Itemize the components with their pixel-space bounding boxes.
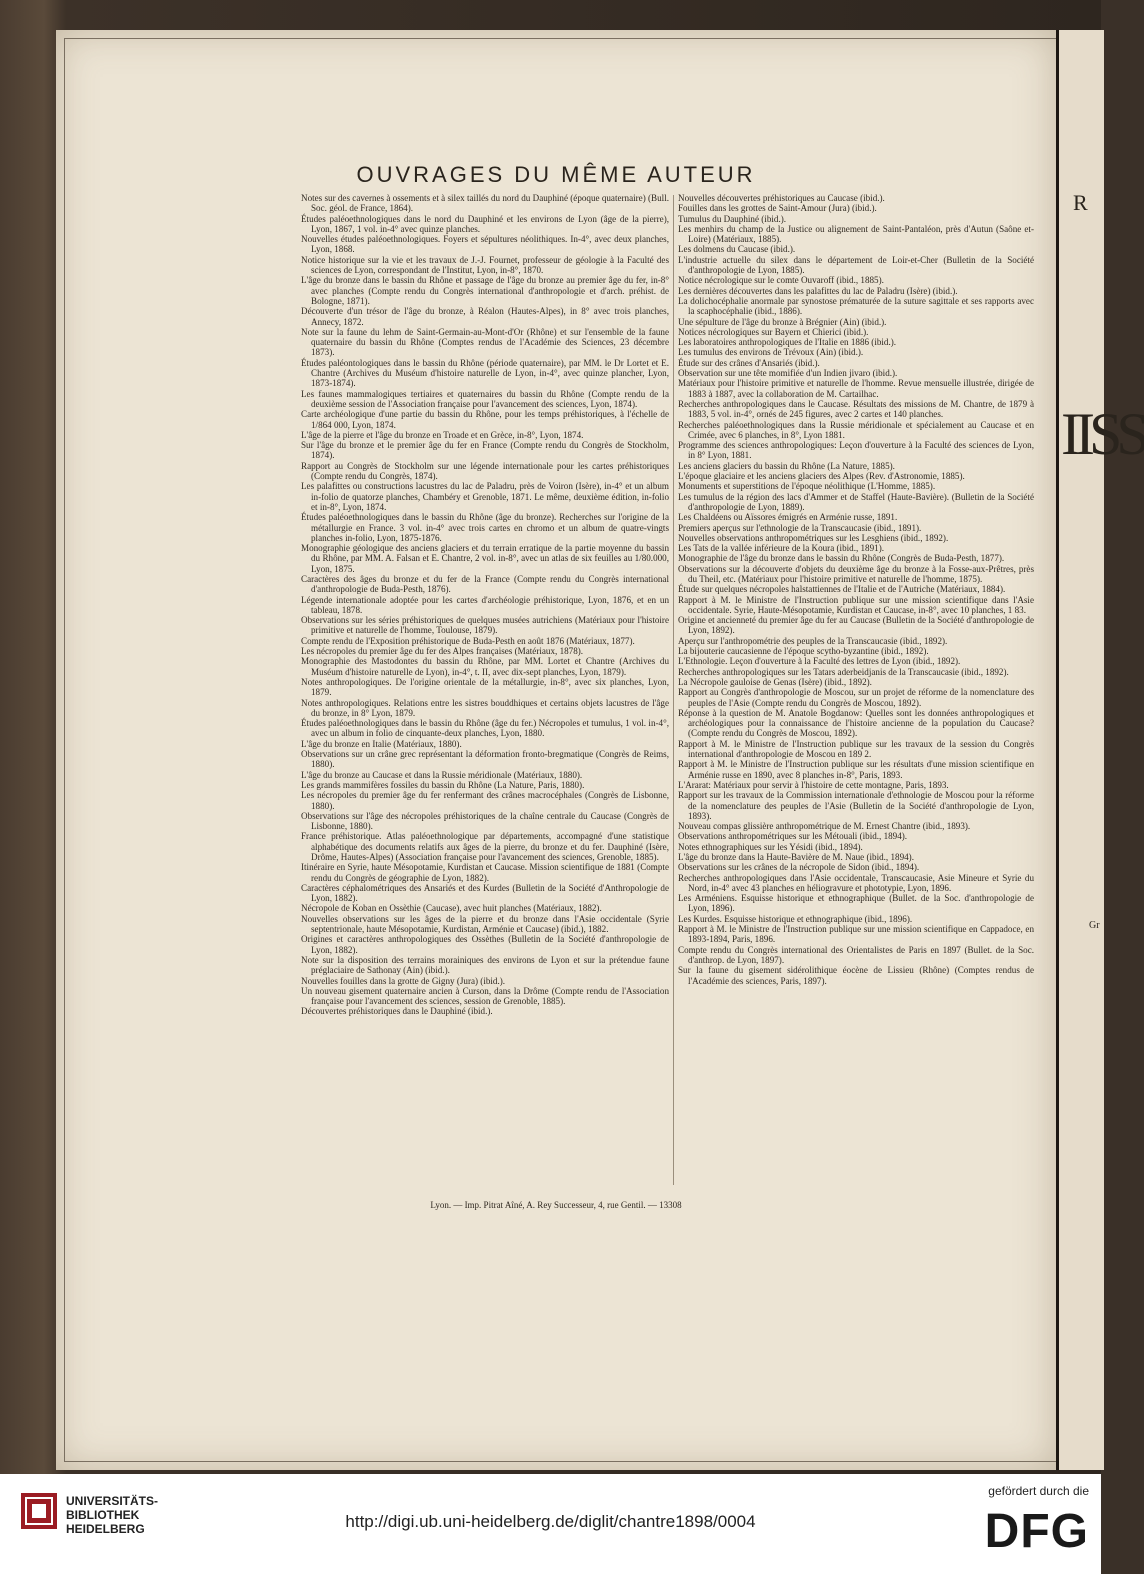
bibliography-entry: Nouvelles observations anthropométriques sur les Lesghiens (ibid., 1892). (678, 532, 949, 543)
library-name-line: HEIDELBERG (66, 1522, 145, 1536)
bibliography-entry: L'âge du bronze au Caucase et dans la Russie méridionale (Matériaux, 1880). (301, 769, 583, 780)
bibliography-entry: Observations sur les séries préhistoriques de quelques musées autrichiens (Matériaux pour l'histoire primitive et naturelle de l'homme, Toulouse, 1879). (301, 615, 669, 636)
bibliography-entry: Notes sur des cavernes à ossements et à silex taillés du nord du Dauphiné (époque quaternaire) (Bull. Soc. géol. de France, 1864). (301, 193, 669, 214)
bibliography-entry: L'Ethnologie. Leçon d'ouverture à la Faculté des lettres de Lyon (ibid., 1892). (678, 656, 961, 667)
bibliography-entry: Études paléoethnologiques dans le bassin du Rhône (âge du bronze). Recherches sur l'origine de la métallurgie en France. 3 vol. in-4° avec trois cartes en chromo et un album de quatre-vingts planches in-folio, Lyon, 1875-1876. (301, 512, 669, 543)
page-title: OUVRAGES DU MÊME AUTEUR (356, 162, 756, 187)
bibliography-entry: La dolichocéphalie anormale par synostose prématurée de la suture sagittale et ses rapports avec la scaphocéphalie (ibid., 1886). (678, 295, 1034, 317)
bibliography-entry: Itinéraire en Syrie, haute Mésopotamie, Kurdistan et Caucase. Mission scientifique de 1881 (Compte rendu du Congrès de géographie de Lyon, 1882). (301, 862, 669, 883)
bibliography-entry: L'âge du bronze en Italie (Matériaux, 1880). (301, 738, 462, 749)
bibliography-entry: Tumulus du Dauphiné (ibid.). (678, 213, 787, 224)
bibliography-entry: Notes ethnographiques sur les Yésidi (ibid., 1894). (678, 841, 863, 852)
bibliography-entry: Programme des sciences anthropologiques: Leçon d'ouverture à la Faculté des sciences de Lyon, in 8° Lyon, 1881. (678, 440, 1034, 461)
bibliography-entry: L'âge du bronze dans le bassin du Rhône et passage de l'âge du bronze au premier âge du fer, in-8° avec planches (Compte rendu du Congrès international d'anthropologie et d'arch. préhist. de Bologne, 1871). (301, 275, 669, 306)
bibliography-entry: Étude sur des crânes d'Ansariés (ibid.). (678, 357, 820, 368)
bibliography-entry: Les nécropoles du premier âge du fer des Alpes françaises (Matériaux, 1878). (301, 646, 584, 657)
bibliography-entry: Rapport au Congrès d'anthropologie de Moscou, sur un projet de réforme de la nomenclature des peuples de l'Asie (Compte rendu du Congrès de Moscou, 1892). (678, 687, 1034, 708)
bibliography-entry: Rapport à M. le Ministre de l'Instruction publique sur une mission scientifique en Cappadoce, en 1893-1894, Paris, 1896. (678, 924, 1034, 945)
bibliography-entry: Origine et ancienneté du premier âge du fer au Caucase (Bulletin de la Société d'anthropologie de Lyon, 1892). (678, 615, 1034, 636)
bibliography-entry: Les anciens glaciers du bassin du Rhône (La Nature, 1885). (678, 460, 895, 471)
bibliography-entry: Nouvelles observations sur les âges de la pierre et du bronze dans l'Asie occidentale (Syrie septentrionale, haute Mésopotamie, Kurdistan, Arménie et Caucase) (ibid.), 1882. (301, 913, 669, 935)
bibliography-entry: Observations sur un crâne grec représentant la déformation fronto-bregmatique (Congrès de Reims, 1880). (301, 749, 669, 770)
bibliography-entry: Réponse à la question de M. Anatole Bogdanow: Quelles sont les données anthropologiques et archéologiques pour la connaissance de l'histoire ancienne de la population du Caucase? (Compte rendu du Congrès de Moscou, 1892). (678, 707, 1034, 739)
bibliography-entry: Rapport à M. le Ministre de l'Instruction publique sur les résultats d'une mission scientifique en Arménie russe en 1890, avec 8 planches in-8°, Paris, 1893. (678, 759, 1034, 780)
bibliography-entry: Notes anthropologiques. Relations entre les sistres bouddhiques et certains objets lacustres de l'âge du bronze, in 8° Lyon, 1879. (301, 697, 669, 718)
bibliography-entry: La bijouterie caucasienne de l'époque scytho-byzantine (ibid., 1892). (678, 646, 929, 657)
bibliography-entry: France préhistorique. Atlas paléoethnologique par départements, accompagné d'une statistique alphabétique des documents relatifs aux âges de la pierre, du bronze et du fer. Dauphiné (Isère, Drôme, Hautes-Alpes) (Association française pour l'avancement des sciences, Grenoble, 1885). (301, 831, 669, 862)
bibliography-entry: Notices nécrologiques sur Bayern et Chierici (ibid.). (678, 326, 869, 337)
bibliography-entry: L'époque glaciaire et les anciens glaciers des Alpes (Rev. d'Astronomie, 1885). (678, 471, 965, 482)
bibliography-entry: Sur la faune du gisement sidérolithique éocène de Lissieu (Rhône) (Comptes rendus de l'Académie des sciences, Paris, 1897). (678, 965, 1034, 986)
bibliography-entry: Les Arméniens. Esquisse historique et ethnographique (Bullet. de la Soc. d'anthropologie de Lyon, 1896). (678, 893, 1034, 914)
bibliography-entry: Sur l'âge du bronze et le premier âge du fer en France (Compte rendu du Congrès de Stockholm, 1874). (301, 440, 669, 461)
facing-page-letter: R (1073, 190, 1088, 215)
bibliography-entry: Note sur la disposition des terrains morainiques des environs de Lyon et sur la prétendue faune préglaciaire de Sathonay (Ain) (ibid.). (301, 954, 669, 976)
bibliography-entry: Découverte d'un trésor de l'âge du bronze, à Réalon (Hautes-Alpes), in 8° avec trois planches, Annecy, 1872. (301, 306, 669, 327)
bibliography-entry: Notes anthropologiques. De l'origine orientale de la métallurgie, in-8°, avec six planches, Lyon, 1879. (301, 676, 669, 698)
bibliography-entry: Les menhirs du champ de la Justice ou alignement de Saint-Pantaléon, près d'Autun (Saône et-Loire) (Matériaux, 1885). (678, 223, 1034, 245)
bibliography-entry: Monographie des Mastodontes du bassin du Rhône, par MM. Lortet et Chantre (Archives du Muséum d'histoire naturelle de Lyon), in-4°, t. II, avec dix-sept planches, Lyon, 1879). (301, 656, 669, 677)
bibliography-entry: Nouvelles fouilles dans la grotte de Gigny (Jura) (ibid.). (301, 975, 506, 986)
bibliography-entry: Découvertes préhistoriques dans le Dauphiné (ibid.). (301, 1006, 493, 1017)
bibliography-entry: Étude sur quelques nécropoles halstattiennes de l'Italie et de l'Autriche (Matériaux, 1884). (678, 584, 1006, 595)
bibliography-entry: Nouvelles découvertes préhistoriques au Caucase (ibid.). (678, 193, 885, 203)
bibliography-entry: Les Chaldéens ou Aïssores émigrés en Arménie russe, 1891. (678, 512, 898, 523)
bibliography-entry: Observations sur l'âge des nécropoles préhistoriques de la chaîne centrale du Caucase (Congrès de Lisbonne, 1880). (301, 810, 669, 832)
bibliography-entry: Recherches paléoethnologiques dans la Russie méridionale et spécialement au Caucase et en Crimée, avec 6 planches, in 8°, Lyon 1881. (678, 419, 1034, 440)
bibliography-entry: Notice historique sur la vie et les travaux de J.-J. Fournet, professeur de géologie à la Faculté des sciences de Lyon, correspondant de l'Institut, Lyon, in-8°, 1870. (301, 254, 669, 276)
bibliography-entry: Rapport à M. le Ministre de l'Instruction publique sur une mission scientifique dans l'Asie occidentale. Syrie, Haute-Mésopotamie, Kurdistan et Caucase, in-8°, avec 10 planches, 1 83. (678, 594, 1034, 615)
bibliography-entry: Légende internationale adoptée pour les cartes d'archéologie préhistorique, Lyon, 1876, et en un tableau, 1878. (301, 594, 669, 615)
bibliography-entry: Les tumulus des environs de Trévoux (Ain) (ibid.). (678, 347, 864, 358)
bibliography-entry: Observation sur une tête momifiée d'un Indien jivaro (ibid.). (678, 368, 898, 379)
library-name-line: UNIVERSITÄTS- (66, 1494, 159, 1508)
footer-bar (0, 1474, 1101, 1574)
bibliography-entry: L'âge de la pierre et l'âge du bronze en Troade et en Grèce, in-8°, Lyon, 1874. (301, 429, 584, 440)
bibliography-entry: Études paléoethnologiques dans le bassin du Rhône (âge du fer.) Nécropoles et tumulus, 1 vol. in-4°, avec un album in folio de cinquante-deux planches, Lyon, 1880. (301, 718, 669, 739)
bibliography-entry: Rapport sur les travaux de la Commission internationale d'ethnologie de Moscou pour la réforme de la nomenclature des peuples de l'Asie (Bulletin de la Société d'anthropologie de Lyon, 1893). (678, 790, 1034, 821)
page-frame-rule (64, 38, 1058, 1462)
bibliography-entry: Caractères des âges du bronze et du fer de la France (Compte rendu du Congrès international d'anthropologie de Buda-Pesth, 1876). (301, 573, 669, 595)
bibliography-entry: Études paléontologiques dans le bassin du Rhône (période quaternaire), par MM. le Dr Lortet et E. Chantre (Archives du Muséum d'histoire naturelle de Lyon, in-4°, avec quinze plancher, Lyon, 1873-1874). (301, 357, 669, 389)
bibliography-entry: Notice nécrologique sur le comte Ouvaroff (ibid., 1885). (678, 275, 884, 286)
bibliography-entry: Monographie géologique des anciens glaciers et du terrain erratique de la partie moyenne du bassin du Rhône, par MM. A. Falsan et E. Chantre, 2 vol. in-8°, avec un atlas de six feuilles au 1/80.000, Lyon, 1875. (301, 543, 669, 574)
bibliography-entry: Les tumulus de la région des lacs d'Ammer et de Staffel (Haute-Bavière). (Bulletin de la Société d'anthropologie de Lyon, 1889). (678, 491, 1034, 512)
bibliography-entry: Caractères céphalométriques des Ansariés et des Kurdes (Bulletin de la Société d'Anthropologie de Lyon, 1882). (301, 882, 669, 904)
bibliography-entry: Fouilles dans les grottes de Saint-Amour (Jura) (ibid.). (678, 203, 877, 214)
bibliography-entry: Les laboratoires anthropologiques de l'Italie en 1886 (ibid.). (678, 337, 897, 348)
bibliography-entry: Monographie de l'âge du bronze dans le bassin du Rhône (Congrès de Buda-Pesth, 1877). (678, 553, 1005, 564)
bibliography-entry: Note sur la faune du lehm de Saint-Germain-au-Mont-d'Or (Rhône) et sur l'ensemble de la faune quaternaire du bassin du Rhône (Comptes rendus de l'Académie des Sciences, 23 décembre 1873). (301, 326, 669, 358)
bibliography-entry: Rapport à M. le Ministre de l'Instruction publique sur les travaux de la session du Congrès international d'anthropologie de Moscou en 189 2. (678, 738, 1034, 760)
bibliography-entry: Observations sur la découverte d'objets du deuxième âge du bronze à la Fosse-aux-Prêtres, près du Theil, etc. (Matériaux pour l'histoire primitive et naturelle de l'homme, 1875). (678, 563, 1034, 584)
bibliography-entry: Les grands mammifères fossiles du bassin du Rhône (La Nature, Paris, 1880). (301, 779, 585, 790)
facing-page-letters: IISS (1061, 401, 1144, 467)
bibliography-entry: L'âge du bronze dans la Haute-Bavière de M. Naue (ibid., 1894). (678, 852, 914, 862)
bibliography-entry: Une sépulture de l'âge du bronze à Brégnier (Ain) (ibid.). (678, 316, 887, 327)
bibliography-entry: Recherches anthropologiques dans l'Asie occidentale, Transcaucasie, Asie Mineure et Syrie du Nord, in-4° avec 43 planches en héliogravure et phototypie, Lyon, 1896. (678, 872, 1034, 893)
bibliography-entry: L'Ararat: Matériaux pour servir à l'histoire de cette montagne, Paris, 1893. (678, 779, 949, 790)
bibliography-entry: Recherches anthropologiques dans le Caucase. Résultats des missions de M. Chantre, de 1879 à 1883, 5 vol. in-4°, ornés de 245 figures, avec 2 cartes et 140 planches. (678, 398, 1034, 420)
bibliography-entry: Les dernières découvertes dans les palafittes du lac de Paladru (Isère) (ibid.). (678, 285, 958, 296)
bibliography-entry: Les Kurdes. Esquisse historique et ethnographique (ibid., 1896). (678, 913, 913, 924)
bibliography-entry: Premiers aperçus sur l'ethnologie de la Transcaucasie (ibid., 1891). (678, 522, 922, 533)
bibliography-entry: Nécropole de Koban en Ossèthie (Caucase), avec huit planches (Matériaux, 1882). (301, 903, 602, 914)
bibliography-entry: Nouveau compas glissière anthropométrique de M. Ernest Chantre (ibid., 1893). (678, 821, 971, 832)
bibliography-entry: Compte rendu de l'Exposition préhistorique de Buda-Pesth en août 1876 (Matériaux, 1877). (301, 635, 635, 646)
bibliography-entry: Les nécropoles du premier âge du fer renfermant des crânes macrocéphales (Congrès de Lisbonne, 1880). (301, 790, 669, 811)
permalink-url[interactable]: http://digi.ub.uni-heidelberg.de/diglit/chantre1898/0004 (345, 1512, 756, 1531)
dfg-logo: DFG (984, 1505, 1089, 1558)
bibliography-entry: Les faunes mammalogiques tertiaires et quaternaires du bassin du Rhône (Compte rendu de la deuxième session de l'Association française pour l'avancement des sciences, Lyon, 1874). (301, 388, 669, 409)
funded-by-label: gefördert durch die (988, 1484, 1089, 1498)
bibliography-entry: Carte archéologique d'une partie du bassin du Rhône, pour les temps préhistoriques, à l'échelle de 1/864 000, Lyon, 1874. (301, 409, 669, 430)
bibliography-entry: Origines et caractères anthropologiques des Ossèthes (Bulletin de la Société d'anthropologie de Lyon, 1882). (301, 934, 669, 955)
facing-page-edge (1056, 30, 1144, 1470)
bibliography-entry: Rapport au Congrès de Stockholm sur une légende internationale pour les cartes préhistoriques (Compte rendu du Congrès, 1874). (301, 460, 669, 482)
facing-page-fragment: Gr (1089, 920, 1100, 931)
printer-imprint: Lyon. — Imp. Pitrat Aîné, A. Rey Successeur, 4, rue Gentil. — 13308 (430, 1200, 682, 1210)
bibliography-entry: Études paléoethnologiques dans le nord du Dauphiné et les environs de Lyon (âge de la pierre), Lyon, 1867, 1 vol. in-4° avec quinze planches. (301, 213, 669, 234)
bibliography-entry: Les Tats de la vallée inférieure de la Koura (ibid., 1891). (678, 543, 884, 554)
bibliography-entry: Nouvelles études paléoethnologiques. Foyers et sépultures néolithiques. In-4°, avec deux planches, Lyon, 1868. (301, 234, 669, 255)
bibliography-entry: Matériaux pour l'histoire primitive et naturelle de l'homme. Revue mensuelle illustrée, dirigée de 1883 à 1887, avec la collaboration de M. Cartailhac. (678, 378, 1034, 399)
bibliography-entry: Un nouveau gisement quaternaire ancien à Curson, dans la Drôme (Compte rendu de l'Association française pour l'avancement des sciences, session de Grenoble, 1885). (301, 985, 669, 1007)
bibliography-entry: Les palafittes ou constructions lacustres du lac de Paladru, près de Voiron (Isère), in-4° et un album in-folio de quatorze planches, Chambéry et Grenoble, 1871. Le même, deuxième édition, in-folio et in-8°, Lyon, 1874. (301, 481, 669, 512)
bibliography-entry: Monuments et superstitions de l'époque néolithique (L'Homme, 1885). (678, 481, 936, 492)
bibliography-entry: L'industrie actuelle du silex dans le département de Loir-et-Cher (Bulletin de la Société d'anthropologie de Lyon, 1885). (678, 254, 1034, 276)
bibliography-entry: Observations anthropométriques sur les Métouali (ibid., 1894). (678, 831, 908, 842)
bibliography-entry: Observations sur les crânes de la nécropole de Sidon (ibid., 1894). (678, 862, 920, 873)
bibliography-entry: La Nécropole gauloise de Genas (Isère) (ibid., 1892). (678, 676, 872, 687)
bibliography-entry: Recherches anthropologiques sur les Tatars aderbeidjanis de la Transcaucasie (ibid., 1892). (678, 666, 1009, 677)
library-name-line: BIBLIOTHEK (66, 1508, 140, 1522)
bibliography-entry: Aperçu sur l'anthropométrie des peuples de la Transcaucasie (ibid., 1892). (678, 635, 948, 646)
bibliography-entry: Les dolmens du Caucase (ibid.). (678, 244, 796, 255)
bibliography-entry: Compte rendu du Congrès international des Orientalistes de Paris en 1897 (Bullet. de la Soc. d'anthrop. de Lyon, 1897). (678, 944, 1034, 965)
